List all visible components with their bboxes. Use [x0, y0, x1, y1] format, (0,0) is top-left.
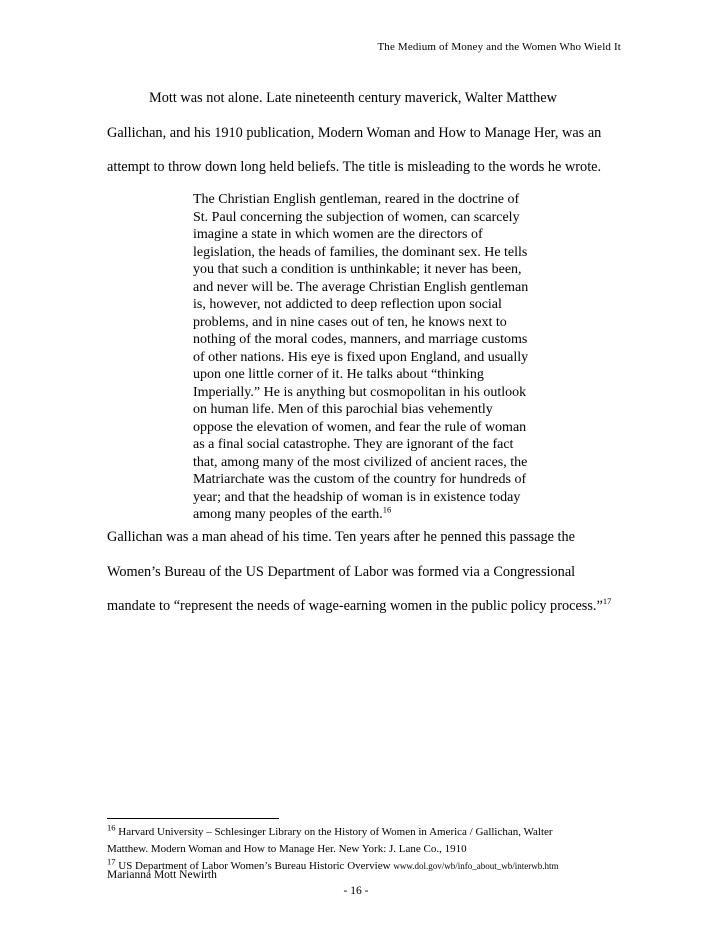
quote-line: you that such a condition is unthinkable; it never has been,	[193, 262, 522, 277]
footnote-number: 16	[107, 822, 116, 833]
quote-line: The Christian English gentleman, reared in the doctrine of	[193, 192, 520, 207]
text-line: Mott was not alone. Late nineteenth century maverick, Walter Matthew	[149, 90, 557, 106]
quote-last-text: among many peoples of the earth.	[193, 507, 383, 522]
footnote-text: US Department of Labor Women’s Bureau Historic Overview	[115, 860, 394, 872]
footnote-ref-17[interactable]: 17	[602, 596, 612, 607]
quote-line: problems, and in nine cases out of ten, he knows next to	[193, 314, 507, 330]
quote-line: is, however, not addicted to deep reflection upon social	[193, 297, 502, 312]
text-line: Women’s Bureau of the US Department of Labor was formed via a Congressional	[107, 563, 576, 580]
text-line	[107, 589, 621, 624]
quote-line: that, among many of the most civilized of ancient races, the	[193, 454, 528, 470]
text-line: Gallichan, and his 1910 publication, Modern Woman and How to Manage Her, was an	[107, 124, 602, 141]
footnote-number: 17	[107, 856, 116, 867]
footnote-16-continued: Matthew. Modern Woman and How to Manage Her. New York: J. Lane Co., 1910	[107, 843, 467, 855]
quote-line: as a final social catastrophe. They are ignorant of the fact	[193, 437, 514, 452]
quote-line: on human life. Men of this parochial bias vehemently	[193, 402, 493, 417]
footnote-16	[107, 824, 627, 841]
quote-line: imagine a state in which women are the directors of	[193, 227, 483, 242]
running-header: The Medium of Money and the Women Who Wield It	[377, 41, 621, 53]
quote-line: upon one little corner of it. He talks about “thinking	[193, 367, 484, 382]
footnote-url-link[interactable]: www.dol.gov/wb/info_about_wb/interwb.htm	[393, 861, 559, 871]
text-line: attempt to throw down long held beliefs. The title is misleading to the words he wrote.	[107, 159, 602, 175]
footnote-ref-16[interactable]: 16	[382, 504, 392, 515]
quote-line: legislation, the heads of families, the dominant sex. He tells	[193, 244, 528, 260]
quote-line: oppose the elevation of women, and fear the rule of woman	[193, 419, 527, 435]
footnote-text: Harvard University – Schlesinger Library on the History of Women in America / Gallichan, Walter	[115, 826, 553, 838]
quote-line: of other nations. His eye is fixed upon England, and usually	[193, 349, 529, 365]
footnote-separator	[107, 818, 279, 819]
quote-line: and never will be. The average Christian English gentleman	[193, 279, 529, 295]
quote-line: Imperially.” He is anything but cosmopolitan in his outlook	[193, 384, 527, 400]
quote-line: Matriarchate was the custom of the country for hundreds of	[193, 472, 527, 487]
closing-paragraph	[107, 520, 621, 624]
footnotes	[107, 824, 627, 875]
text-line: Gallichan was a man ahead of his time. Ten years after he penned this passage the	[107, 529, 575, 545]
closing-last-text: mandate to “represent the needs of wage-earning women in the public policy process.”	[107, 598, 603, 614]
quote-line: St. Paul concerning the subjection of women, can scarcely	[193, 209, 520, 225]
block-quote	[193, 191, 548, 524]
quote-line: nothing of the moral codes, manners, and marriage customs	[193, 332, 528, 347]
quote-line: year; and that the headship of woman is in existence today	[193, 489, 521, 505]
footer-author: Marianna Mott Newirth	[107, 869, 217, 881]
intro-paragraph	[107, 81, 621, 185]
page-number: - 16 -	[343, 885, 369, 897]
